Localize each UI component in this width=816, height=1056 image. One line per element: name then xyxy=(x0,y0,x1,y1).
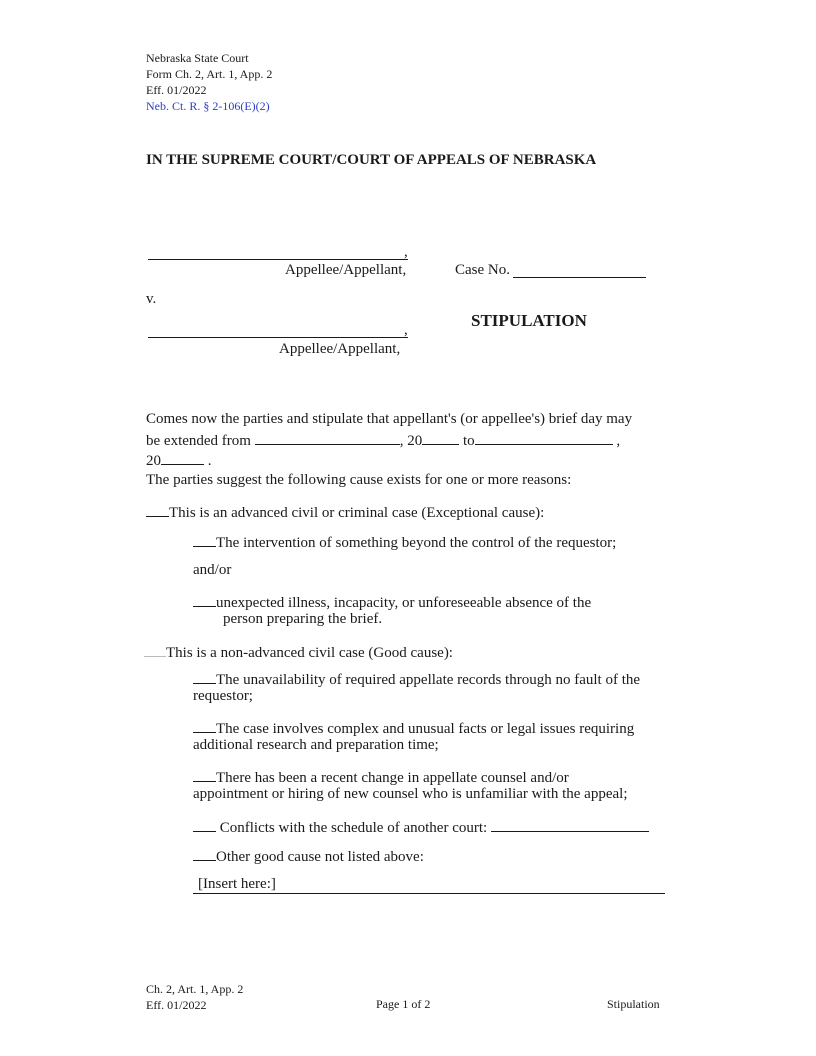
party-1-name-line[interactable] xyxy=(148,259,408,260)
case-no-line[interactable] xyxy=(513,277,646,278)
nonadvanced-case-text: This is a non-advanced civil case (Good cause): xyxy=(166,645,453,661)
to-year-blank[interactable] xyxy=(161,450,204,465)
counsel-text-1: There has been a recent change in appellate counsel and/or xyxy=(216,770,569,786)
extend-from-label: be extended from xyxy=(146,433,251,449)
complex-text-1: The case involves complex and unusual facts or legal issues requiring xyxy=(216,721,635,737)
illness-text-2: person preparing the brief. xyxy=(223,611,383,627)
intervention-item xyxy=(193,532,616,552)
conflicts-text: Conflicts with the schedule of another court: xyxy=(219,820,488,836)
other-item xyxy=(193,846,424,866)
header-form: Form Ch. 2, Art. 1, App. 2 xyxy=(146,67,273,81)
header-effective-date: Eff. 01/2022 xyxy=(146,83,207,97)
from-date-blank[interactable] xyxy=(255,430,400,445)
intervention-checkbox[interactable] xyxy=(193,532,216,547)
to-date-blank[interactable] xyxy=(475,430,613,445)
versus-label: v. xyxy=(146,291,157,307)
unavailability-text-2: requestor; xyxy=(193,688,253,704)
unavailability-text-1: The unavailability of required appellate records through no fault of the xyxy=(216,672,641,688)
body-line-1: Comes now the parties and stipulate that appellant's (or appellee's) brief day may xyxy=(146,411,633,427)
to-year-prefix: 20 xyxy=(146,453,161,469)
other-checkbox[interactable] xyxy=(193,846,216,861)
conflicts-court-blank[interactable] xyxy=(491,817,649,832)
court-title: IN THE SUPREME COURT/COURT OF APPEALS OF NEBRASKA xyxy=(146,152,597,168)
complex-text-2: additional research and preparation time; xyxy=(193,737,439,753)
suggest-text: The parties suggest the following cause exists for one or more reasons: xyxy=(146,472,572,488)
nonadvanced-case-item xyxy=(144,642,453,662)
party-1-comma: , xyxy=(404,244,408,260)
header-rule-link[interactable]: Neb. Ct. R. § 2-106(E)(2) xyxy=(146,99,270,113)
footer-effective-date: Eff. 01/2022 xyxy=(146,998,207,1012)
complex-item xyxy=(193,718,634,738)
advanced-case-text: This is an advanced civil or criminal case (Exceptional cause): xyxy=(169,505,545,521)
advanced-case-checkbox[interactable] xyxy=(146,502,169,517)
footer-document-name: Stipulation xyxy=(607,997,660,1011)
to-comma: , xyxy=(616,433,621,449)
insert-line[interactable] xyxy=(193,893,665,894)
intervention-text: The intervention of something beyond the control of the requestor; xyxy=(216,535,617,551)
footer-reference: Ch. 2, Art. 1, App. 2 xyxy=(146,982,244,996)
insert-label: [Insert here:] xyxy=(198,876,276,892)
party-2-label: Appellee/Appellant, xyxy=(279,341,401,357)
header-court: Nebraska State Court xyxy=(146,51,249,65)
case-no-label: Case No. xyxy=(455,262,510,278)
illness-item xyxy=(193,592,591,612)
counsel-checkbox[interactable] xyxy=(193,767,216,782)
footer-page-number: Page 1 of 2 xyxy=(376,997,431,1011)
conflicts-item xyxy=(193,817,649,837)
from-year-blank[interactable] xyxy=(422,430,459,445)
party-2-name-line[interactable] xyxy=(148,337,408,338)
body-line-3 xyxy=(146,450,212,470)
document-title: STIPULATION xyxy=(471,311,587,330)
from-year-prefix: , 20 xyxy=(399,433,423,449)
conflicts-checkbox[interactable] xyxy=(193,817,216,832)
counsel-text-2: appointment or hiring of new counsel who is unfamiliar with the appeal; xyxy=(193,786,628,802)
body-period: . xyxy=(207,453,212,469)
unavailability-item xyxy=(193,669,640,689)
illness-checkbox[interactable] xyxy=(193,592,216,607)
body-line-2 xyxy=(146,430,620,450)
unavailability-checkbox[interactable] xyxy=(193,669,216,684)
to-label: to xyxy=(462,433,475,449)
other-text: Other good cause not listed above: xyxy=(216,849,424,865)
illness-text-1: unexpected illness, incapacity, or unforeseeable absence of the xyxy=(216,595,592,611)
party-1-label: Appellee/Appellant, xyxy=(285,262,407,278)
party-2-comma: , xyxy=(404,322,408,338)
advanced-case-item xyxy=(146,502,544,522)
complex-checkbox[interactable] xyxy=(193,718,216,733)
nonadvanced-case-checkbox[interactable] xyxy=(144,642,166,657)
andor-text: and/or xyxy=(193,562,232,578)
counsel-item xyxy=(193,767,569,787)
